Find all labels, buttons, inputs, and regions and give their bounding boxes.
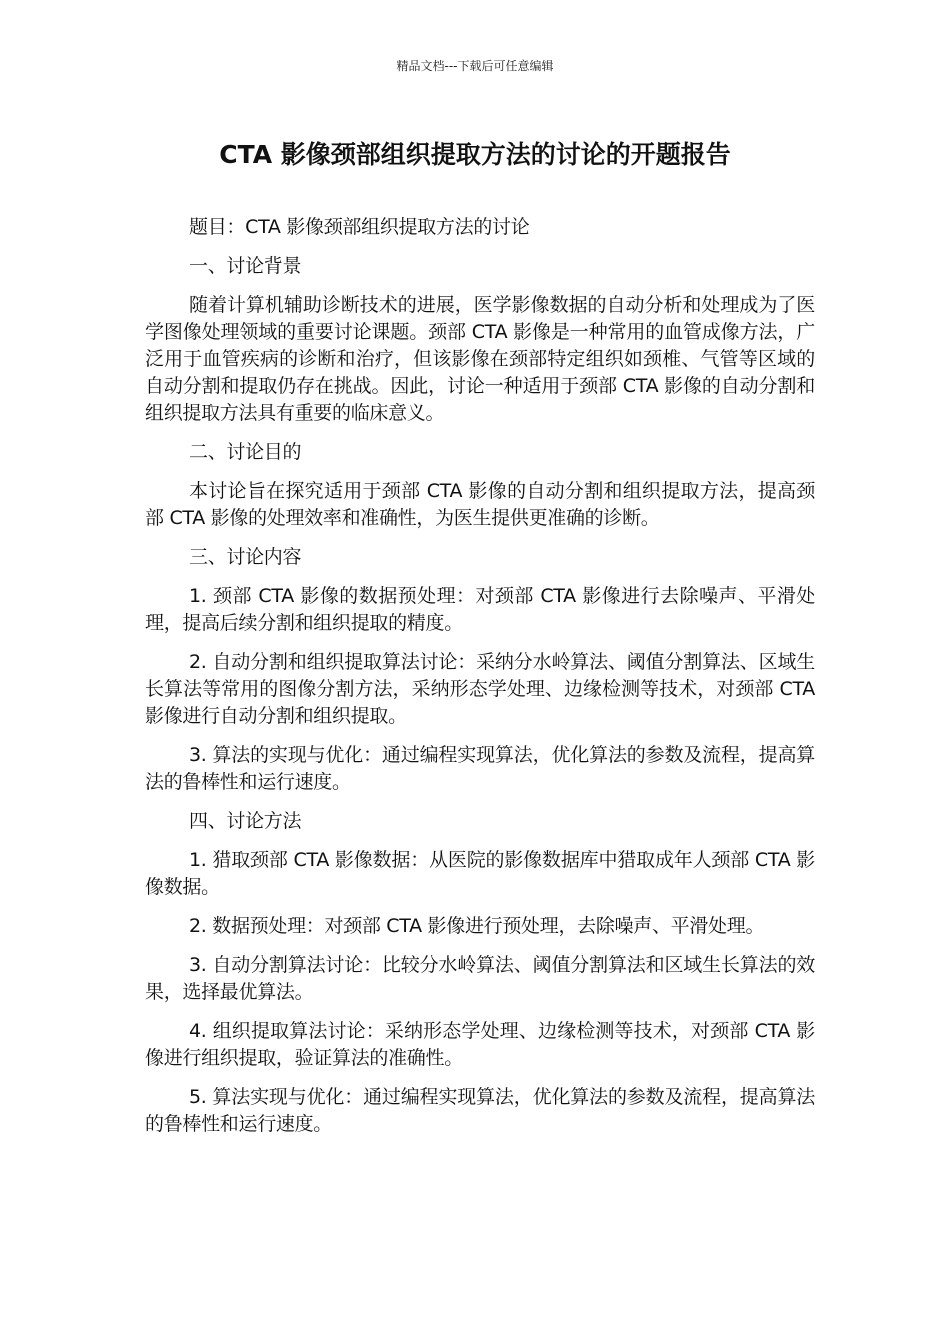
topic-line: 题目：CTA 影像颈部组织提取方法的讨论: [189, 216, 530, 238]
method-item-5: 5. 算法实现与优化：通过编程实现算法，优化算法的参数及流程，提高算法的鲁棒性和运行速度。: [145, 1086, 815, 1135]
content-item-3: 3. 算法的实现与优化：通过编程实现算法，优化算法的参数及流程，提高算法的鲁棒性和运行速度。: [145, 744, 815, 793]
method-item-4: 4. 组织提取算法讨论：采纳形态学处理、边缘检测等技术，对颈部 CTA 影像进行组织提取，验证算法的准确性。: [145, 1020, 815, 1069]
document-body: [145, 214, 815, 1150]
method-item-2: 2. 数据预处理：对颈部 CTA 影像进行预处理，去除噪声、平滑处理。: [189, 915, 765, 937]
background-paragraph: 随着计算机辅助诊断技术的进展，医学影像数据的自动分析和处理成为了医学图像处理领域的重要讨论课题。颈部 CTA 影像是一种常用的血管成像方法，广泛用于血管疾病的诊断和治疗，但该影像在颈部特定组织如颈椎、气管等区域的自动分割和提取仍存在挑战。因此，讨论一种适用于颈部 CTA 影像的自动分割和组织提取方法具有重要的临床意义。: [145, 294, 815, 424]
section-heading-background: 一、讨论背景: [189, 255, 302, 277]
header-note: 精品文档---下载后可任意编辑: [396, 59, 554, 73]
section-heading-content: 三、讨论内容: [189, 546, 302, 568]
content-item-1: 1. 颈部 CTA 影像的数据预处理：对颈部 CTA 影像进行去除噪声、平滑处理，提高后续分割和组织提取的精度。: [145, 585, 815, 634]
section-heading-purpose: 二、讨论目的: [189, 441, 302, 463]
method-item-3: 3. 自动分割算法讨论：比较分水岭算法、阈值分割算法和区域生长算法的效果，选择最优算法。: [145, 954, 815, 1003]
document-title: CTA 影像颈部组织提取方法的讨论的开题报告: [219, 140, 731, 169]
method-item-1: 1. 猎取颈部 CTA 影像数据：从医院的影像数据库中猎取成年人颈部 CTA 影像数据。: [145, 849, 815, 898]
section-heading-methods: 四、讨论方法: [189, 810, 302, 832]
content-item-2: 2. 自动分割和组织提取算法讨论：采纳分水岭算法、阈值分割算法、区域生长算法等常用的图像分割方法，采纳形态学处理、边缘检测等技术，对颈部 CTA 影像进行自动分割和组织提取。: [145, 651, 815, 727]
purpose-paragraph: 本讨论旨在探究适用于颈部 CTA 影像的自动分割和组织提取方法，提高颈部 CTA 影像的处理效率和准确性，为医生提供更准确的诊断。: [145, 480, 815, 529]
